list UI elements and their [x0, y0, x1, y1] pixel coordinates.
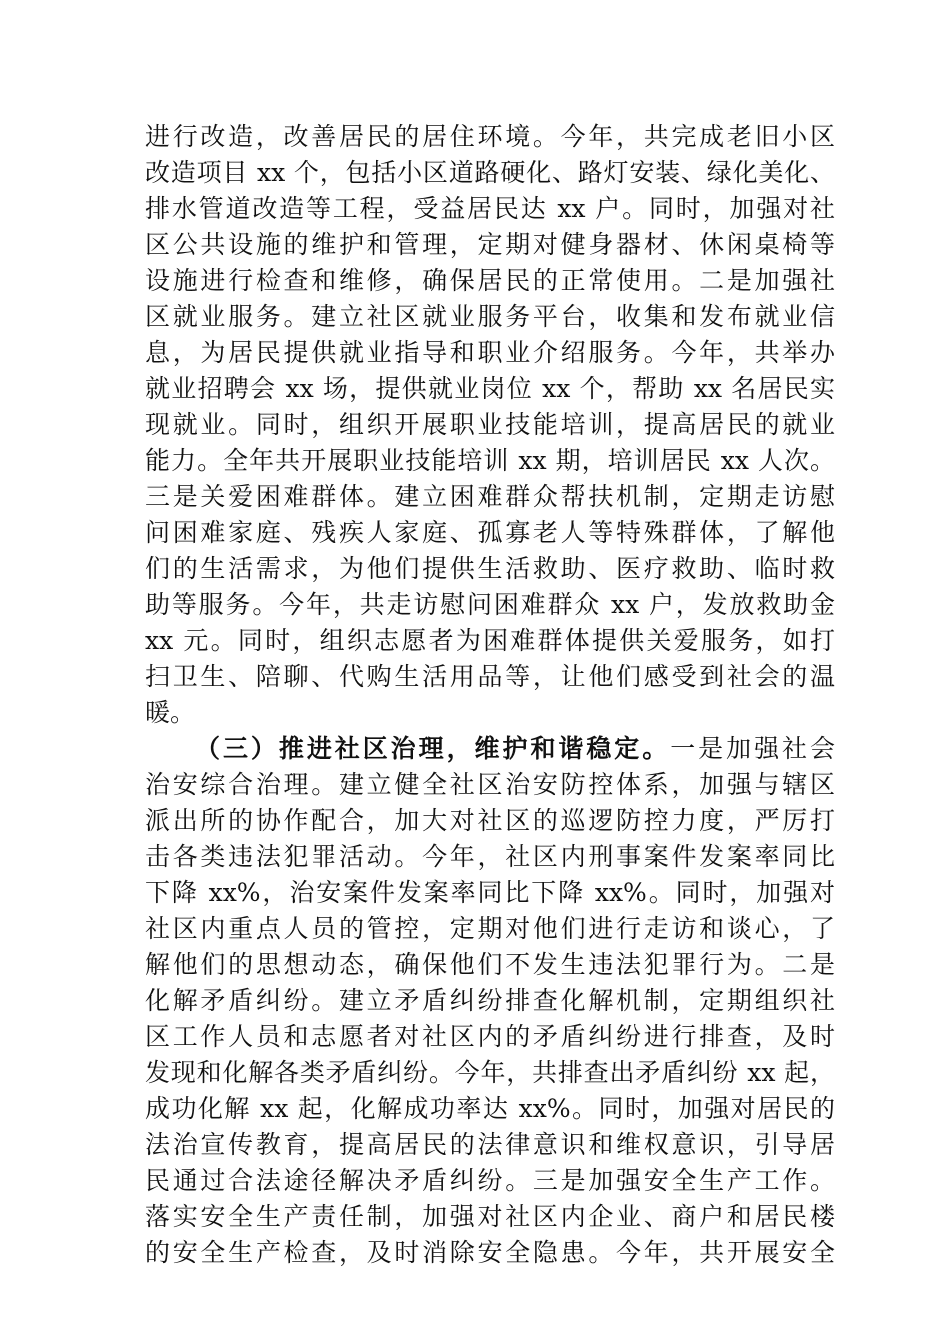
text-line: 成功化解 xx 起，化解成功率达 xx%。同时，加强对居民的 — [145, 1094, 835, 1123]
text-line: 派出所的协作配合，加大对社区的巡逻防控力度，严厉打 — [145, 806, 835, 835]
text-line: 区就业服务。建立社区就业服务平台，收集和发布就业信 — [145, 302, 835, 331]
text-line: 能力。全年共开展职业技能培训 xx 期，培训居民 xx 人次。 — [145, 446, 835, 475]
text-line: 三是关爱困难群体。建立困难群众帮扶机制，定期走访慰 — [145, 482, 835, 511]
text-line: 问困难家庭、残疾人家庭、孤寡老人等特殊群体，了解他 — [145, 518, 835, 547]
text-line: 现就业。同时，组织开展职业技能培训，提高居民的就业 — [145, 410, 835, 439]
text-line: 法治宣传教育，提高居民的法律意识和维权意识，引导居 — [145, 1130, 835, 1159]
text-line: 击各类违法犯罪活动。今年，社区内刑事案件发案率同比 — [145, 842, 835, 871]
text-line: 解他们的思想动态，确保他们不发生违法犯罪行为。二是 — [145, 950, 835, 979]
text-line: 民通过合法途径解决矛盾纠纷。三是加强安全生产工作。 — [145, 1166, 835, 1195]
text-line: 区工作人员和志愿者对社区内的矛盾纠纷进行排查，及时 — [145, 1022, 835, 1051]
text-line: 暖。 — [145, 698, 196, 727]
text-line: 扫卫生、陪聊、代购生活用品等，让他们感受到社会的温 — [145, 662, 835, 691]
section-heading-line — [145, 731, 835, 767]
text-line: 息，为居民提供就业指导和职业介绍服务。今年，共举办 — [145, 338, 835, 367]
section-heading: （三）推进社区治理，维护和谐稳定。 — [195, 734, 671, 763]
text-line: 改造项目 xx 个，包括小区道路硬化、路灯安装、绿化美化、 — [145, 158, 835, 187]
text-line: 的安全生产检查，及时消除安全隐患。今年，共开展安全 — [145, 1238, 835, 1267]
document-body — [145, 119, 835, 1271]
text-line: 化解矛盾纠纷。建立矛盾纠纷排查化解机制，定期组织社 — [145, 986, 835, 1015]
text-line: 排水管道改造等工程，受益居民达 xx 户。同时，加强对社 — [145, 194, 835, 223]
text-line: 就业招聘会 xx 场，提供就业岗位 xx 个，帮助 xx 名居民实 — [145, 374, 835, 403]
text-line: 治安综合治理。建立健全社区治安防控体系，加强与辖区 — [145, 770, 835, 799]
text-line: xx 元。同时，组织志愿者为困难群体提供关爱服务，如打 — [145, 626, 835, 655]
text-line: 落实安全生产责任制，加强对社区内企业、商户和居民楼 — [145, 1202, 835, 1231]
text-line: 社区内重点人员的管控，定期对他们进行走访和谈心，了 — [145, 914, 835, 943]
text-line: 进行改造，改善居民的居住环境。今年，共完成老旧小区 — [145, 122, 835, 151]
text-line: 下降 xx%，治安案件发案率同比下降 xx%。同时，加强对 — [145, 878, 835, 907]
text-fragment: 一是加强社会 — [670, 734, 835, 763]
text-line: 区公共设施的维护和管理，定期对健身器材、休闲桌椅等 — [145, 230, 835, 259]
text-line: 助等服务。今年，共走访慰问困难群众 xx 户，发放救助金 — [145, 590, 835, 619]
text-line: 设施进行检查和维修，确保居民的正常使用。二是加强社 — [145, 266, 835, 295]
text-line: 发现和化解各类矛盾纠纷。今年，共排查出矛盾纠纷 xx 起， — [145, 1058, 835, 1087]
text-line: 们的生活需求，为他们提供生活救助、医疗救助、临时救 — [145, 554, 835, 583]
